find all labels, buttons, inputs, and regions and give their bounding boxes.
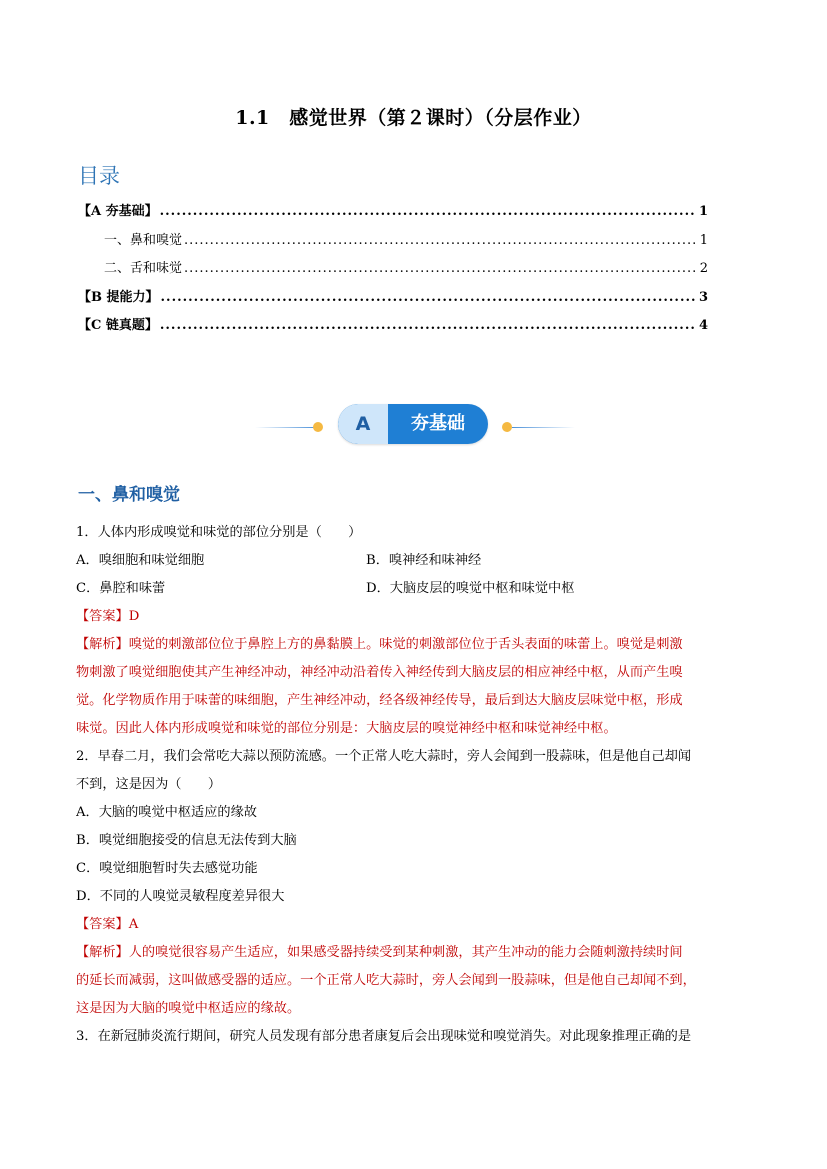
- document-body: [76, 519, 756, 1051]
- toc-entry-c[interactable]: [78, 314, 708, 343]
- toc-entry-label: 【C 链真题】: [78, 318, 158, 333]
- option-c: C．嗅觉细胞暂时失去感觉功能: [76, 861, 258, 876]
- toc-entry-label: 【B 提能力】: [78, 289, 159, 305]
- toc-page-number: 3: [698, 289, 708, 305]
- toc-page-number: 4: [698, 318, 708, 333]
- question-1-options-row: [76, 547, 756, 575]
- section-banner: [255, 402, 575, 446]
- question-3-stem: 3．在新冠肺炎流行期间，研究人员发现有部分患者康复后会出现味觉和嗅觉消失。对此现象推理正确的是: [76, 1029, 692, 1044]
- toc-entry-b[interactable]: [78, 286, 708, 315]
- question-2-answer: 【答案】A: [76, 917, 139, 932]
- option-d: D．大脑皮层的嗅觉中枢和味觉中枢: [366, 581, 575, 596]
- question-1-analysis-line: 物刺激了嗅觉细胞使其产生神经冲动，神经冲动沿着传入神经传到大脑皮层的相应神经中枢，从而产生嗅: [76, 665, 683, 680]
- question-2-analysis-line: 这是因为大脑的嗅觉中枢适应的缘故。: [76, 1001, 301, 1016]
- option-a: A．嗅细胞和味觉细胞: [76, 553, 205, 568]
- question-1-options-row: [76, 575, 756, 603]
- toc-entry-label: 【A 夯基础】: [78, 204, 158, 219]
- question-1-stem: 1．人体内形成嗅觉和味觉的部位分别是（ ）: [76, 525, 362, 540]
- option-b: B．嗅觉细胞接受的信息无法传到大脑: [76, 833, 297, 848]
- toc-leader-dots: [184, 261, 696, 276]
- banner-dot-left: [313, 422, 323, 432]
- banner-dot-right: [502, 422, 512, 432]
- toc-leader-dots: [184, 233, 696, 248]
- option-d: D．不同的人嗅觉灵敏程度差异很大: [76, 889, 285, 904]
- toc-leader-dots: [160, 318, 696, 333]
- toc-page-number: 1: [698, 204, 708, 219]
- banner-line-right: [512, 427, 575, 428]
- question-2-stem-line: 2．早春二月，我们会常吃大蒜以预防流感。一个正常人吃大蒜时，旁人会闻到一股蒜味，但是他自己却闻: [76, 749, 692, 764]
- question-1-analysis-line: 味觉。因此人体内形成嗅觉和味觉的部位分别是：大脑皮层的嗅觉神经中枢和味觉神经中枢。: [76, 721, 617, 736]
- toc-entry-label: 二、舌和味觉: [104, 261, 183, 276]
- toc-page-number: 2: [699, 261, 708, 276]
- option-b: B．嗅神经和味神经: [366, 553, 482, 568]
- question-2-stem-line: 不到，这是因为（ ）: [76, 777, 222, 792]
- section-heading: 一、鼻和嗅觉: [78, 485, 180, 505]
- toc-leader-dots: [161, 290, 696, 305]
- question-1-analysis-line: 觉。化学物质作用于味蕾的味细胞，产生神经冲动，经各级神经传导，最后到达大脑皮层味觉中枢，形成: [76, 693, 683, 708]
- banner-line-left: [255, 427, 317, 428]
- table-of-contents: [78, 200, 708, 343]
- toc-heading: 目录: [78, 164, 120, 188]
- banner-letter: A: [338, 404, 388, 444]
- page-title: 1.1 感觉世界（第２课时）（分层作业）: [235, 107, 592, 129]
- toc-entry-a[interactable]: [78, 200, 708, 229]
- toc-entry-nose[interactable]: [78, 229, 708, 258]
- banner-text: 夯基础: [411, 413, 465, 434]
- question-1-analysis-line: 【解析】嗅觉的刺激部位位于鼻腔上方的鼻黏膜上。味觉的刺激部位位于舌头表面的味蕾上。嗅觉是刺激: [76, 637, 683, 652]
- banner-pill: [338, 404, 488, 444]
- question-2-analysis-line: 的延长而减弱，这叫做感受器的适应。一个正常人吃大蒜时，旁人会闻到一股蒜味，但是他自己却闻不到，: [76, 973, 696, 988]
- toc-entry-label: 一、鼻和嗅觉: [104, 232, 183, 248]
- toc-page-number: 1: [699, 232, 708, 248]
- toc-entry-tongue[interactable]: [78, 257, 708, 286]
- option-a: A．大脑的嗅觉中枢适应的缘故: [76, 805, 257, 820]
- option-c: C．鼻腔和味蕾: [76, 581, 166, 596]
- question-1-answer: 【答案】D: [76, 609, 140, 624]
- question-2-analysis-line: 【解析】人的嗅觉很容易产生适应，如果感受器持续受到某种刺激，其产生冲动的能力会随刺激持续时间: [76, 945, 683, 960]
- toc-leader-dots: [160, 204, 696, 219]
